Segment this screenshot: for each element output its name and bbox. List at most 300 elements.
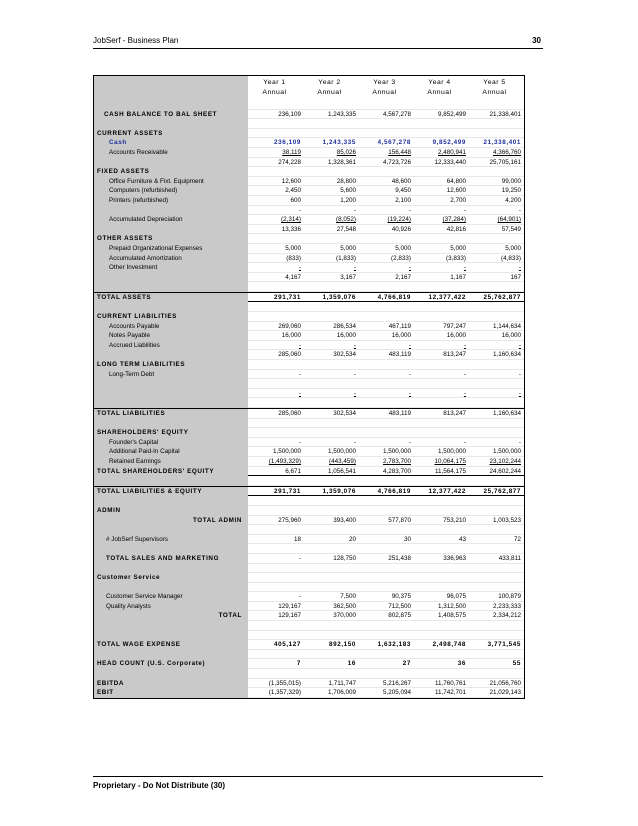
row-label: Prepaid Organizational Expenses (109, 244, 203, 252)
cell-year-2: - (353, 264, 356, 272)
table-row (94, 688, 524, 698)
cell-year-3: 483,119 (388, 351, 411, 359)
column-header-row (94, 76, 524, 100)
cell-year-5: 2,233,333 (492, 602, 521, 610)
cell-year-3: 4,723,726 (382, 158, 411, 166)
cell-year-3: 2,167 (395, 273, 411, 281)
cell-year-4: 1,167 (450, 273, 466, 281)
row-label: TOTAL ASSETS (97, 293, 152, 301)
row-label: Accumulated Depreciation (109, 216, 183, 224)
cell-year-5: - (518, 370, 521, 378)
cell-year-2: - (353, 206, 356, 214)
cell-year-3: 4,567,278 (377, 139, 411, 147)
table-row (94, 292, 524, 303)
row-label: Founder's Capital (109, 438, 159, 446)
cell-year-1: 13,336 (281, 225, 301, 233)
cell-year-1: - (298, 341, 301, 349)
row-label: TOTAL LIABILITIES & EQUITY (97, 487, 203, 495)
cell-year-3: 90,375 (391, 593, 411, 601)
cell-year-2: 5,600 (340, 187, 356, 195)
cell-year-3: 156,448 (388, 148, 411, 156)
cell-year-3: 2,783,700 (382, 457, 411, 465)
cell-year-4: 753,210 (443, 516, 466, 524)
cell-year-4: 12,333,440 (434, 158, 466, 166)
cell-year-4: 11,742,701 (434, 689, 466, 697)
cell-year-2: (443,459) (329, 457, 356, 465)
cell-year-3: 48,600 (391, 177, 411, 185)
table-row (94, 379, 524, 389)
table-row (94, 506, 524, 516)
cell-year-5: 72 (513, 535, 521, 543)
cell-year-4: (3,833) (446, 254, 466, 262)
row-label: EBIT (97, 689, 114, 697)
cell-year-3: 467,119 (388, 322, 411, 330)
table-row (94, 535, 524, 545)
table-row (94, 177, 524, 187)
cell-year-5: - (518, 264, 521, 272)
cell-year-4: 813,247 (443, 351, 466, 359)
table-row (94, 669, 524, 679)
cell-year-2: 302,534 (333, 410, 356, 417)
cell-year-2: - (353, 438, 356, 446)
cell-year-2: 1,056,541 (327, 467, 356, 475)
table-row (94, 408, 524, 419)
cell-year-2: 1,200 (340, 196, 356, 204)
cell-year-3: 30 (403, 535, 411, 543)
row-label: Quality Analysts (106, 602, 151, 610)
cell-year-5: 24,602,244 (489, 467, 521, 475)
table-row (94, 640, 524, 650)
header-rule (93, 48, 543, 49)
table-row (94, 138, 524, 148)
cell-year-1: 269,060 (278, 322, 301, 330)
cell-year-1: 7 (296, 660, 301, 668)
cell-year-3: 9,450 (395, 187, 411, 195)
row-label: Accumulated Amortization (109, 254, 182, 262)
cell-year-1: (1,355,015) (268, 679, 301, 687)
table-row (94, 244, 524, 254)
cell-year-4: 9,852,499 (432, 139, 466, 147)
cell-year-2: - (353, 341, 356, 349)
cell-year-4: 336,963 (443, 554, 466, 562)
cell-year-1: 129,167 (278, 612, 301, 620)
cell-year-2: 1,706,009 (327, 689, 356, 697)
cell-year-3: (2,833) (391, 254, 411, 262)
table-row (94, 119, 524, 129)
table-row (94, 621, 524, 631)
cell-year-1: 274,228 (278, 158, 301, 166)
row-label: CURRENT ASSETS (97, 129, 163, 137)
cell-year-1: - (298, 389, 301, 397)
cell-year-4: 2,700 (450, 196, 466, 204)
row-label: Other Investment (109, 264, 158, 272)
cell-year-5: 21,338,401 (483, 139, 521, 147)
table-row (94, 583, 524, 593)
table-row (94, 650, 524, 660)
cell-year-2: - (353, 389, 356, 397)
cell-year-5: - (518, 389, 521, 397)
cell-year-1: 12,600 (281, 177, 301, 185)
cell-year-1: - (298, 264, 301, 272)
row-label: EBITDA (97, 679, 125, 687)
cell-year-5: 1,160,634 (492, 410, 521, 417)
cell-year-1: 1,500,000 (272, 448, 301, 456)
table-row (94, 331, 524, 341)
cell-year-4: - (463, 389, 466, 397)
cell-year-1: 5,000 (285, 244, 301, 252)
row-label: Cash (109, 139, 127, 147)
table-row (94, 312, 524, 322)
cell-year-1: (833) (286, 254, 301, 262)
cell-year-2: 1,243,335 (322, 139, 356, 147)
cell-year-1: 129,167 (278, 602, 301, 610)
cell-year-4: 36 (457, 660, 466, 668)
cell-year-4: 813,247 (443, 410, 466, 417)
table-row (94, 516, 524, 526)
row-label: Computers (refurbished) (109, 187, 178, 195)
table-row (94, 573, 524, 583)
col-header-year-1: Year 1 Annual (262, 79, 287, 96)
cell-year-3: 2,100 (395, 196, 411, 204)
cell-year-5: 19,250 (501, 187, 521, 195)
cell-year-2: 1,359,076 (322, 293, 356, 301)
cell-year-1: - (298, 593, 301, 601)
cell-year-4: (37,284) (442, 216, 466, 224)
cell-year-5: 21,056,760 (489, 679, 521, 687)
table-row (94, 206, 524, 216)
cell-year-2: 892,150 (329, 641, 356, 649)
cell-year-1: (2,314) (281, 216, 301, 224)
cell-year-1: 285,060 (278, 410, 301, 417)
cell-year-3: - (408, 389, 411, 397)
cell-year-3: 4,283,700 (382, 467, 411, 475)
table-row (94, 525, 524, 535)
cell-year-4: 42,816 (446, 225, 466, 233)
cell-year-2: 370,000 (333, 612, 356, 620)
cell-year-3: 5,216,267 (382, 679, 411, 687)
cell-year-1: 38,119 (282, 148, 301, 156)
cell-year-5: 4,200 (505, 196, 521, 204)
cell-year-2: 1,359,076 (322, 487, 356, 495)
table-row (94, 564, 524, 574)
cell-year-5: (4,833) (501, 254, 521, 262)
cell-year-5: 57,549 (501, 225, 521, 233)
table-row (94, 234, 524, 244)
cell-year-4: 9,852,499 (437, 110, 466, 118)
row-label: Accounts Receivable (109, 148, 168, 156)
footer-rule (93, 776, 543, 777)
cell-year-4: - (463, 341, 466, 349)
cell-year-3: 5,000 (395, 244, 411, 252)
cell-year-3: 4,766,819 (377, 487, 411, 495)
row-label: TOTAL LIABILITIES (97, 410, 166, 417)
table-row (94, 322, 524, 332)
row-label: LONG TERM LIABILITIES (97, 361, 186, 369)
cell-year-1: 6,671 (285, 467, 301, 475)
cell-year-4: 64,800 (446, 177, 466, 185)
cell-year-5: (64,901) (497, 216, 521, 224)
cell-year-1: (1,357,329) (268, 689, 301, 697)
row-label: Office Furniture & Fixt. Equipment (109, 177, 204, 185)
cell-year-3: 27 (402, 660, 411, 668)
table-row (94, 263, 524, 273)
table-row (94, 186, 524, 196)
cell-year-5: 55 (512, 660, 521, 668)
cell-year-4: 1,312,500 (437, 602, 466, 610)
table-row (94, 350, 524, 360)
cell-year-5: 3,771,545 (487, 641, 521, 649)
row-label: Retained Earnings (109, 457, 161, 465)
cell-year-3: 4,567,278 (382, 110, 411, 118)
cell-year-3: 712,500 (388, 602, 411, 610)
row-label: # JobSerf Supervisors (106, 535, 168, 543)
table-row (94, 457, 524, 467)
cell-year-2: 1,328,361 (327, 158, 356, 166)
table-row (94, 486, 524, 497)
table-row (94, 254, 524, 264)
cell-year-3: 802,875 (388, 612, 411, 620)
col-header-year-5: Year 5 Annual (482, 79, 507, 96)
cell-year-3: 40,926 (391, 225, 411, 233)
cell-year-4: - (463, 206, 466, 214)
cell-year-1: (1,493,329) (268, 457, 301, 465)
cell-year-5: 2,334,212 (492, 612, 521, 620)
cell-year-4: 11,760,761 (434, 679, 466, 687)
cell-year-3: - (408, 370, 411, 378)
cell-year-1: 291,731 (274, 487, 301, 495)
table-row (94, 158, 524, 168)
cell-year-5: - (518, 206, 521, 214)
cell-year-2: 20 (348, 535, 356, 543)
cell-year-4: 2,480,941 (437, 148, 466, 156)
cell-year-3: 5,205,094 (382, 689, 411, 697)
cell-year-1: 291,731 (274, 293, 301, 301)
cell-year-2: 286,534 (333, 322, 356, 330)
cell-year-3: 577,870 (388, 516, 411, 524)
table-row (94, 602, 524, 612)
table-row (94, 360, 524, 370)
cell-year-3: - (408, 264, 411, 272)
cell-year-1: 275,960 (278, 516, 301, 524)
cell-year-4: 43 (458, 535, 466, 543)
cell-year-5: 1,144,634 (492, 322, 521, 330)
cell-year-2: (1,833) (336, 254, 356, 262)
cell-year-5: 1,003,523 (492, 516, 521, 524)
cell-year-2: 3,167 (340, 273, 356, 281)
cell-year-3: - (408, 206, 411, 214)
page-footer: Proprietary - Do Not Distribute (30) (93, 781, 226, 790)
cell-year-2: 27,548 (336, 225, 356, 233)
row-label: CURRENT LIABILITIES (97, 313, 177, 321)
table-row (94, 370, 524, 380)
table-row (94, 631, 524, 641)
cell-year-2: 302,534 (333, 351, 356, 359)
label-column-header (94, 76, 248, 100)
cell-year-5: 99,000 (501, 177, 521, 185)
cell-year-2: (8,052) (336, 216, 356, 224)
row-label: OTHER ASSETS (97, 235, 153, 243)
cell-year-3: 483,119 (388, 410, 411, 417)
table-row (94, 592, 524, 602)
page-number: 30 (532, 36, 541, 45)
row-label: Printers (refurbished) (109, 196, 169, 204)
cell-year-4: - (463, 264, 466, 272)
row-label: TOTAL SALES AND MARKETING (106, 554, 220, 562)
cell-year-5: 1,160,634 (492, 351, 521, 359)
table-row (94, 129, 524, 139)
table-row (94, 544, 524, 554)
cell-year-4: 5,000 (450, 244, 466, 252)
cell-year-1: - (298, 206, 301, 214)
cell-year-2: 1,711,747 (328, 679, 356, 687)
row-label: Customer Service (97, 574, 161, 582)
cell-year-5: 16,000 (501, 332, 521, 340)
col-header-year-3: Year 3 Annual (372, 79, 397, 96)
cell-year-5: 4,366,760 (492, 148, 521, 156)
cell-year-4: - (463, 370, 466, 378)
cell-year-2: 16,000 (336, 332, 356, 340)
cell-year-5: 1,500,000 (492, 448, 521, 456)
cell-year-5: 21,338,401 (489, 110, 521, 118)
cell-year-4: 12,377,422 (428, 293, 466, 301)
cell-year-3: - (408, 341, 411, 349)
cell-year-2: 85,026 (336, 148, 356, 156)
cell-year-5: - (518, 438, 521, 446)
row-label: SHAREHOLDERS' EQUITY (97, 429, 189, 437)
col-header-year-4: Year 4 Annual (427, 79, 452, 96)
cell-year-4: 1,500,000 (437, 448, 466, 456)
cell-year-5: 100,879 (498, 593, 521, 601)
table-row (94, 100, 524, 110)
table-row (94, 196, 524, 206)
cell-year-5: 21,029,143 (489, 689, 521, 697)
table-row (94, 167, 524, 177)
table-row (94, 659, 524, 669)
cell-year-1: 285,060 (278, 351, 301, 359)
row-label: Long-Term Debt (109, 370, 155, 378)
cell-year-1: 236,109 (278, 110, 301, 118)
cell-year-4: 16,000 (446, 332, 466, 340)
row-label: CASH BALANCE TO BAL SHEET (104, 110, 218, 118)
cell-year-4: 797,247 (443, 322, 466, 330)
cell-year-2: - (353, 370, 356, 378)
row-label: Notes Payable (109, 332, 150, 340)
cell-year-4: 12,377,422 (428, 487, 466, 495)
table-row (94, 476, 524, 486)
row-label: Accrued Liabilities (109, 341, 160, 349)
table-row (94, 302, 524, 312)
cell-year-3: (19,224) (387, 216, 411, 224)
cell-year-1: 600 (290, 196, 301, 204)
cell-year-4: 96,075 (446, 593, 466, 601)
cell-year-1: 4,167 (285, 273, 301, 281)
cell-year-5: - (518, 341, 521, 349)
row-label: TOTAL WAGE EXPENSE (97, 641, 181, 649)
cell-year-5: 25,705,161 (489, 158, 521, 166)
table-row (94, 398, 524, 408)
cell-year-3: 251,438 (388, 554, 411, 562)
table-row (94, 447, 524, 457)
row-label: TOTAL (218, 612, 242, 620)
table-row (94, 389, 524, 399)
cell-year-2: 1,500,000 (327, 448, 356, 456)
col-header-year-2: Year 2 Annual (317, 79, 342, 96)
cell-year-5: 23,102,244 (489, 457, 521, 465)
cell-year-1: 405,127 (274, 641, 301, 649)
cell-year-1: - (298, 554, 301, 562)
document-title: JobSerf - Business Plan (93, 36, 179, 45)
table-row (94, 110, 524, 120)
cell-year-2: 28,800 (336, 177, 356, 185)
row-label: FIXED ASSETS (97, 168, 150, 176)
cell-year-1: 16,000 (281, 332, 301, 340)
cell-year-4: 10,064,175 (434, 457, 466, 465)
cell-year-1: 18 (293, 535, 301, 543)
table-row (94, 148, 524, 158)
row-label: Additional Paid-In Capital (109, 448, 180, 456)
cell-year-2: 7,500 (340, 593, 356, 601)
cell-year-5: 433,811 (498, 554, 521, 562)
table-row (94, 611, 524, 621)
row-label: HEAD COUNT (U.S. Corporate) (97, 660, 206, 668)
table-row (94, 282, 524, 292)
cell-year-4: 1,408,575 (437, 612, 466, 620)
cell-year-1: - (298, 370, 301, 378)
cell-year-3: 16,000 (391, 332, 411, 340)
cell-year-1: - (298, 438, 301, 446)
table-row (94, 496, 524, 506)
cell-year-2: 362,500 (333, 602, 356, 610)
cell-year-4: 11,564,175 (434, 467, 466, 475)
table-row (94, 679, 524, 689)
table-row (94, 215, 524, 225)
table-row (94, 438, 524, 448)
row-label: Customer Service Manager (106, 593, 183, 601)
cell-year-1: 2,450 (285, 187, 301, 195)
table-row (94, 341, 524, 351)
table-row (94, 467, 524, 477)
cell-year-4: - (463, 438, 466, 446)
cell-year-1: 236,109 (274, 139, 301, 147)
cell-year-5: 167 (510, 273, 521, 281)
cell-year-3: 1,500,000 (382, 448, 411, 456)
row-label: TOTAL ADMIN (192, 516, 242, 524)
table-row (94, 428, 524, 438)
balance-sheet-table (93, 75, 525, 699)
cell-year-2: 128,750 (333, 554, 356, 562)
row-label: TOTAL SHAREHOLDERS' EQUITY (97, 467, 215, 475)
table-row (94, 273, 524, 283)
table-row (94, 554, 524, 564)
cell-year-2: 393,400 (333, 516, 356, 524)
cell-year-2: 16 (347, 660, 356, 668)
cell-year-5: 25,762,877 (483, 487, 521, 495)
table-body (94, 100, 524, 698)
cell-year-5: 5,000 (505, 244, 521, 252)
table-row (94, 225, 524, 235)
cell-year-2: 5,000 (340, 244, 356, 252)
cell-year-3: - (408, 438, 411, 446)
cell-year-4: 2,498,748 (432, 641, 466, 649)
cell-year-5: 25,762,877 (483, 293, 521, 301)
cell-year-3: 1,632,183 (377, 641, 411, 649)
cell-year-2: 1,243,335 (327, 110, 356, 118)
cell-year-3: 4,766,819 (377, 293, 411, 301)
cell-year-4: 12,600 (446, 187, 466, 195)
row-label: Accounts Payable (109, 322, 160, 330)
table-row (94, 419, 524, 429)
row-label: ADMIN (97, 506, 121, 514)
